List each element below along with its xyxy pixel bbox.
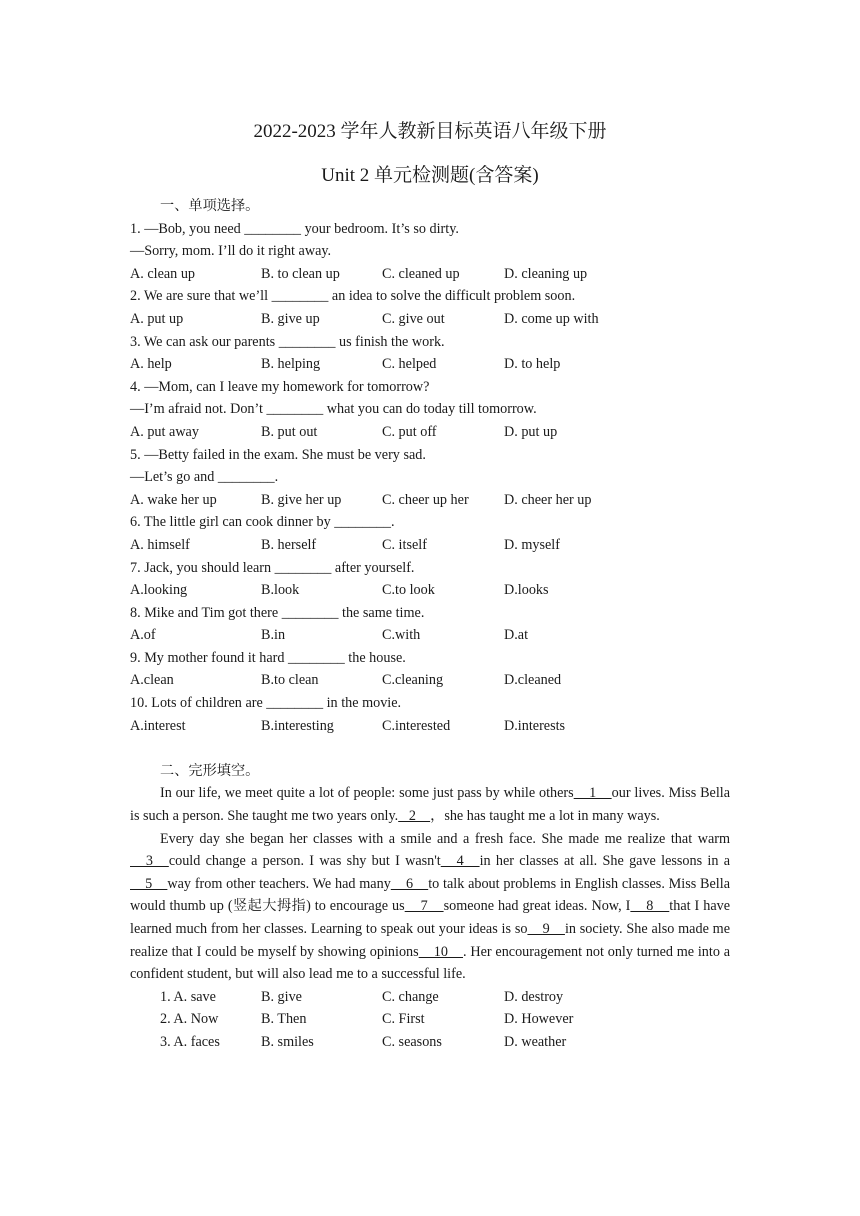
answer-option: A.of (130, 627, 156, 644)
answer-option: C. cleaned up (382, 265, 460, 282)
answer-option: A.clean (130, 672, 174, 689)
document-subtitle: Unit 2 单元检测题(含答案) (321, 165, 539, 186)
answer-option: B.interesting (261, 717, 334, 734)
blank-7: 7 (404, 898, 444, 915)
cloze-option-row (130, 1031, 730, 1054)
answer-option: B.to clean (261, 672, 319, 689)
text: to talk about problems in English classes. Miss Bella would thumb up (竖起大拇指) to encourage us (130, 875, 730, 915)
answer-option: D. destroy (504, 988, 564, 1005)
question-text: —Sorry, mom. I’ll do it right away. (130, 243, 332, 260)
cloze-paragraph-2 (130, 828, 730, 986)
answer-option: B.in (261, 627, 286, 644)
blank-5: 5 (130, 875, 168, 892)
answer-option: B. Then (261, 1011, 307, 1028)
section-heading-single-choice: 一、单项选择。 (160, 198, 260, 214)
answer-option: A. himself (130, 536, 190, 553)
question-list (130, 218, 730, 738)
answer-option: D.looks (504, 582, 549, 599)
text: could change a person. I was shy but I wasn't (168, 853, 441, 870)
blank-9: 9 (527, 921, 565, 937)
text: In our life, we meet quite a lot of people: some just pass by while others (160, 785, 574, 802)
answer-option: C. helped (382, 356, 437, 373)
answer-option: A. help (130, 356, 172, 373)
answer-option: B. give up (261, 310, 320, 327)
answer-option: D. come up with (504, 310, 599, 327)
text: in society. She also made me realize that I could be myself by showing opinions (130, 921, 730, 960)
question-text: 4. —Mom, can I leave my homework for tomorrow? (130, 378, 430, 395)
option-row (130, 353, 730, 376)
answer-option: A.interest (130, 717, 186, 734)
question-text: 6. The little girl can cook dinner by ________. (130, 514, 395, 531)
question-text: 8. Mike and Tim got there ________ the same time. (130, 604, 425, 621)
text: Every day she began her classes with a smile and a fresh face. She made me realize that warm (160, 830, 730, 847)
answer-option: B. give (261, 988, 302, 1005)
text: . Her encouragement not only turned me into a confident student, but will also lead me to a successful life. (130, 943, 730, 983)
answer-option: C. cheer up her (382, 491, 469, 508)
spacer (130, 737, 730, 760)
question-text: 9. My mother found it hard ________ the house. (130, 649, 406, 666)
answer-option: B. put out (261, 423, 318, 440)
option-row (130, 624, 730, 647)
question-text: —Let’s go and ________. (130, 469, 279, 486)
blank-2: 2 (398, 808, 431, 825)
answer-option: D. weather (504, 1033, 567, 1050)
answer-option: B. herself (261, 536, 317, 553)
section-heading-cloze: 二、完形填空。 (160, 762, 260, 779)
answer-option: D. to help (504, 356, 561, 373)
option-row (130, 308, 730, 331)
answer-option: C.with (382, 627, 421, 644)
answer-option: C.cleaning (382, 672, 444, 689)
answer-option: C. change (382, 988, 439, 1005)
document-title: 2022-2023 学年人教新目标英语八年级下册 (253, 121, 607, 142)
option-row (130, 579, 730, 602)
blank-8: 8 (630, 898, 670, 915)
option-row (130, 715, 730, 738)
answer-option: C. put off (382, 423, 437, 440)
cloze-option-list (130, 986, 730, 1054)
question-text: 3. We can ask our parents ________ us finish the work. (130, 333, 445, 350)
answer-option: D.interests (504, 717, 566, 734)
answer-option: C. First (382, 1011, 425, 1028)
answer-option: D. However (504, 1011, 574, 1028)
blank-10: 10 (418, 943, 464, 960)
answer-option: 3. A. faces (160, 1033, 220, 1050)
option-row (130, 489, 730, 512)
question-text: 2. We are sure that we’ll ________ an idea to solve the difficult problem soon. (130, 288, 576, 305)
answer-option: D. cheer her up (504, 491, 592, 508)
blank-3: 3 (130, 853, 169, 870)
text: in her classes at all. She gave lessons in a (479, 853, 731, 870)
question-text: —I’m afraid not. Don’t ________ what you can do today till tomorrow. (130, 401, 537, 418)
option-row (130, 263, 730, 286)
answer-option: C. seasons (382, 1033, 442, 1050)
text: someone had great ideas. Now, I (443, 898, 631, 915)
text: our lives. Miss Bella is such a person. She taught me two years only. (130, 785, 731, 825)
question-text: 7. Jack, you should learn ________ after yourself. (130, 559, 415, 576)
answer-option: C.to look (382, 582, 435, 599)
cloze-paragraph-1 (130, 782, 730, 827)
answer-option: D. put up (504, 423, 558, 440)
answer-option: B. smiles (261, 1033, 314, 1050)
answer-option: B. give her up (261, 491, 342, 508)
answer-option: A. put away (130, 423, 199, 440)
text: that I have learned much from her classes. Learning to speak out your ideas is so (130, 898, 731, 937)
answer-option: D. cleaning up (504, 265, 588, 282)
question-text: 5. —Betty failed in the exam. She must be very sad. (130, 446, 426, 463)
question-text: 10. Lots of children are ________ in the movie. (130, 695, 402, 712)
option-row (130, 669, 730, 692)
answer-option: D.cleaned (504, 672, 562, 689)
answer-option: B. to clean up (261, 265, 340, 282)
answer-option: A. clean up (130, 265, 196, 282)
answer-option: C. itself (382, 536, 427, 553)
answer-option: D.at (504, 627, 529, 644)
answer-option: B.look (261, 582, 300, 599)
blank-4: 4 (440, 853, 480, 870)
cloze-option-row (130, 1008, 730, 1031)
answer-option: C.interested (382, 717, 451, 734)
answer-option: D. myself (504, 536, 560, 553)
question-text: 1. —Bob, you need ________ your bedroom. It’s so dirty. (130, 220, 459, 237)
document-body (130, 195, 730, 1054)
cloze-option-row (130, 986, 730, 1009)
answer-option: 2. A. Now (160, 1011, 219, 1028)
answer-option: C. give out (382, 310, 445, 327)
answer-option: A. put up (130, 310, 184, 327)
answer-option: 1. A. save (160, 988, 216, 1005)
blank-1: 1 (573, 785, 612, 802)
option-row (130, 421, 730, 444)
answer-option: A.looking (130, 582, 188, 599)
option-row (130, 534, 730, 557)
answer-option: B. helping (261, 356, 321, 373)
blank-6: 6 (390, 875, 429, 892)
text: ，she has taught me a lot in many ways. (430, 808, 660, 825)
text: way from other teachers. We had many (167, 875, 391, 892)
answer-option: A. wake her up (130, 491, 217, 508)
